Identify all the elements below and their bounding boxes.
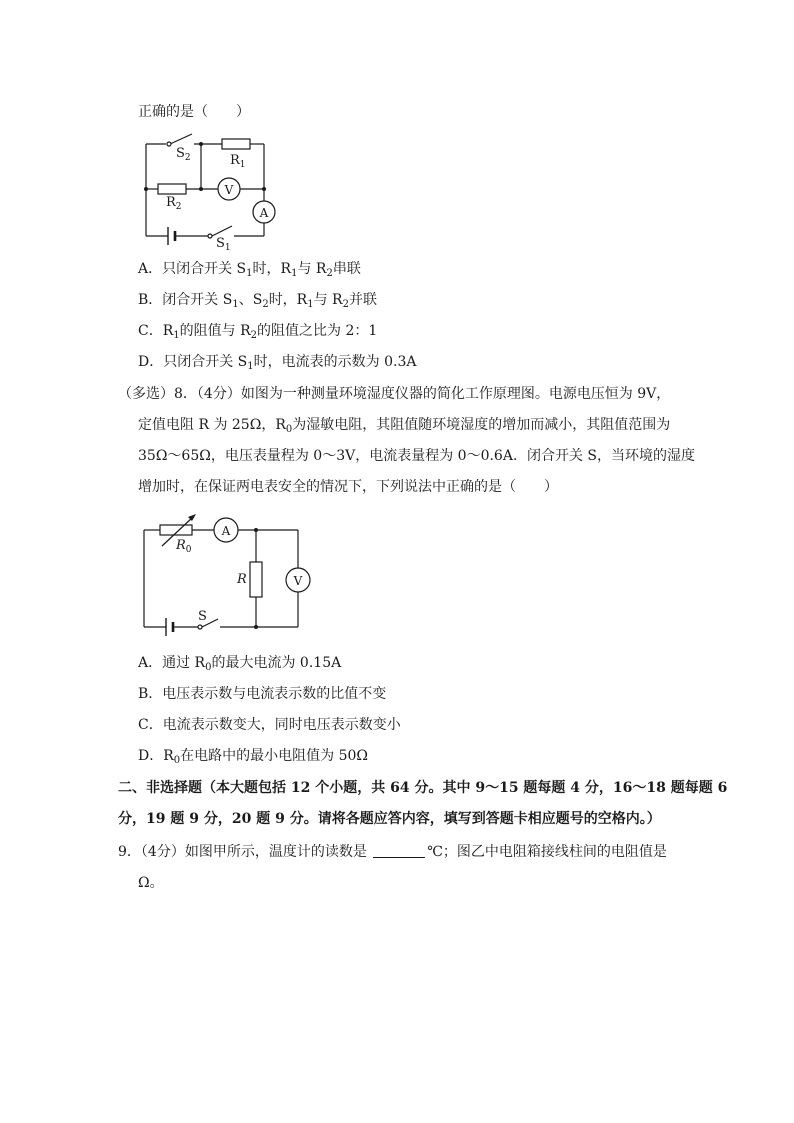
q8-r0-label: R [176,538,186,553]
q7-stem-tail: 正确的是（ ） [138,104,250,120]
q8-option-c: C．电流表示数变大，同时电压表示数变小 [138,717,401,733]
q8-switch-label: S [198,609,207,624]
q8-r-label: R [237,572,247,587]
q7-option-b: B．闭合开关 $S_1$、$S_2$时，$R_1$与 $R_2$并联 [138,292,377,310]
q7-r2-label: R [166,195,176,210]
q7-ammeter-symbol: A [259,206,269,220]
q7-option-d: D．只闭合开关 $S_1$时，电流表的示数为 0.3A [138,354,417,372]
svg-text:R0 [175,538,192,555]
q8-r0-sub: 0 [185,545,192,555]
q8-option-b: B．电压表示数与电流表示数的比值不变 [138,686,387,702]
q7-r2-sub: 2 [175,202,182,212]
q7-s2-label: S [176,146,185,161]
q8-option-d: D．$R_0$在电路中的最小电阻值为 50Ω [138,748,369,766]
q7-option-a: A．只闭合开关 $S_1$时，$R_1$与 $R_2$串联 [138,261,361,279]
q7-s2-sub: 2 [184,153,191,163]
q8-stem-line2: 定值电阻 R 为 25Ω，$R_0$为湿敏电阻，其阻值随环境湿度的增加而减小，其阻值范围为 [138,417,671,435]
section-2-heading-line2: 分，19 题 9 分，20 题 9 分。请将各题应答内容，填写到答题卡相应题号的空格内。） [118,811,661,827]
q8-option-a: A．通过 $R_0$的最大电流为 0.15A [138,655,342,673]
q7-option-c: C．$R_1$的阻值与 $R_2$的阻值之比为 2：1 [138,323,378,341]
q8-stem-line1: （多选）8．（4分）如图为一种测量环境湿度仪器的简化工作原理图。电源电压恒为 9V， [118,386,671,402]
q9-line1: 9．（4分）如图甲所示，温度计的读数是 ℃；图乙中电阻箱接线柱间的电阻值是 [118,844,667,860]
q7-r1-sub: 1 [239,160,246,170]
q7-r1-label: R [230,153,240,168]
q9-answer-blank[interactable] [373,843,425,858]
q7-voltmeter-symbol: V [224,183,234,197]
q8-stem-line4: 增加时，在保证两电表安全的情况下，下列说法中正确的是（ ） [138,479,558,495]
q7-s1-sub: 1 [224,243,231,253]
q8-voltmeter-symbol: V [293,574,303,588]
q8-stem-line3: 35Ω～65Ω，电压表量程为 0～3V，电流表量程为 0～0.6A．闭合开关 S，当环境的湿度 [138,448,695,464]
q9-line2: Ω。 [138,875,164,891]
q7-s1-label: S [216,236,225,251]
q8-ammeter-symbol: A [221,524,231,538]
section-2-heading-line1: 二、非选择题（本大题包括 12 个小题，共 64 分。其中 9～15 题每题 4 分，16～18 题每题 6 [118,780,728,796]
